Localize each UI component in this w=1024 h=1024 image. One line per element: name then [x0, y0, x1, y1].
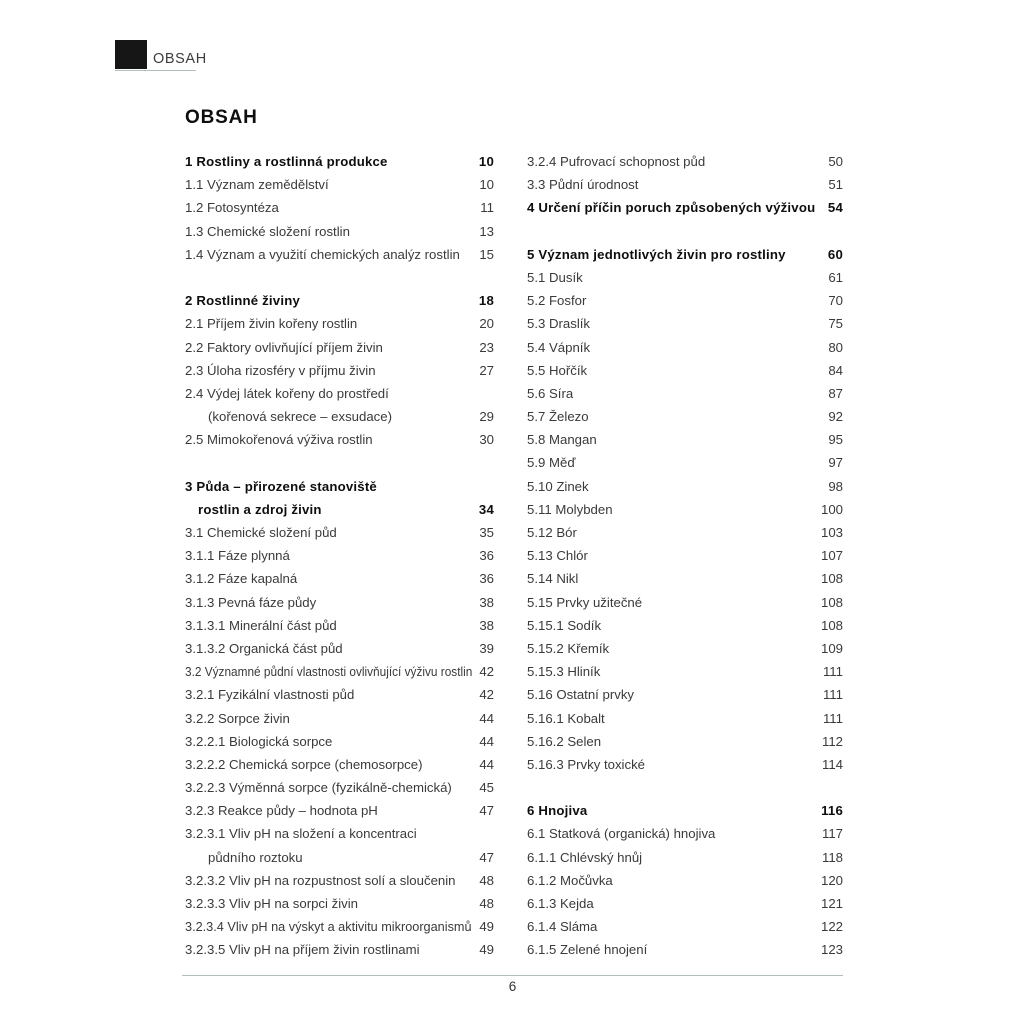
- toc-entry-page: 30: [479, 432, 494, 448]
- toc-entry-page: 45: [479, 780, 494, 796]
- toc-entry-label: 5.14 Nikl: [527, 571, 579, 587]
- toc-entry-page: 47: [479, 803, 494, 819]
- toc-entry-label: 5.8 Mangan: [527, 432, 597, 448]
- toc-entry: [527, 196, 843, 219]
- toc-entry: [527, 312, 843, 335]
- toc-entry-label: 5 Význam jednotlivých živin pro rostliny: [527, 246, 786, 262]
- toc-entry-page: 111: [822, 664, 843, 680]
- toc-entry-label: 5.1 Dusík: [527, 269, 583, 285]
- toc-entry-page: 48: [479, 872, 494, 888]
- toc-entry-page: 75: [828, 316, 843, 332]
- toc-entry-page: 123: [820, 942, 843, 958]
- toc-entry: [527, 475, 843, 498]
- toc-entry-page: 23: [479, 339, 494, 355]
- toc-entry-label: 2.2 Faktory ovlivňující příjem živin: [185, 339, 383, 355]
- toc-entry: [527, 359, 843, 382]
- toc-entry-page: 121: [820, 896, 843, 911]
- toc-entry: [527, 336, 843, 359]
- toc-entry-page: 54: [827, 200, 843, 216]
- toc-entry-page: 27: [479, 362, 494, 378]
- toc-entry-page: 80: [828, 339, 843, 355]
- toc-entry: [527, 938, 843, 961]
- toc-entry-label: 5.5 Hořčík: [527, 362, 588, 378]
- toc-entry-page: 100: [820, 501, 843, 517]
- toc-entry: [527, 266, 843, 289]
- toc-entry-label: 6.1.2 Močůvka: [527, 872, 613, 888]
- toc-entry-label: 5.13 Chlór: [527, 548, 588, 564]
- toc-entry-page: 50: [828, 154, 843, 169]
- toc-entry-page: 51: [828, 177, 843, 193]
- toc-entry: [185, 567, 494, 590]
- toc-entry-page: 36: [479, 548, 494, 564]
- toc-entry: [527, 289, 843, 312]
- toc-entry-label: 1.3 Chemické složení rostlin: [185, 223, 350, 239]
- toc-entry-page: 39: [479, 640, 494, 656]
- toc-entry-label: 4 Určení příčin poruch způsobených výživou: [527, 200, 816, 216]
- toc-entry: [527, 382, 843, 405]
- toc-entry-label: 3.1.3.1 Minerální část půd: [185, 617, 337, 633]
- toc-entry-label: 5.15.3 Hliník: [527, 664, 601, 680]
- toc-entry-page: 18: [478, 293, 494, 309]
- page-title: OBSAH: [185, 107, 258, 128]
- toc-entry: [527, 846, 843, 869]
- toc-entry-label: 5.15 Prvky užitečné: [527, 594, 643, 610]
- toc-entry: [185, 359, 494, 382]
- toc-entry-page: 10: [478, 154, 494, 169]
- toc-entry: [185, 776, 494, 799]
- toc-entry-label: 5.4 Vápník: [527, 339, 591, 355]
- toc-entry-label: 6.1 Statková (organická) hnojiva: [527, 826, 716, 842]
- toc-entry-page: 107: [820, 548, 843, 564]
- toc-entry-label: 3.1 Chemické složení půd: [185, 525, 337, 540]
- toc-entry-page: 44: [479, 756, 494, 772]
- toc-entry-label: 3.2.2.2 Chemická sorpce (chemosorpce): [185, 756, 423, 772]
- toc-entry: [185, 312, 494, 335]
- toc-entry-page: 114: [821, 756, 843, 772]
- toc-entry: [185, 707, 494, 730]
- toc-entry: [527, 683, 843, 706]
- toc-entry: [185, 336, 494, 359]
- toc-entry-page: 35: [479, 525, 494, 540]
- toc-entry-label: 6.1.1 Chlévský hnůj: [527, 849, 643, 865]
- toc-entry: [185, 869, 494, 892]
- toc-entry-label: 1.4 Význam a využití chemických analýz rostlin: [185, 246, 460, 262]
- toc-entry-page: 42: [479, 664, 494, 680]
- toc-entry: [527, 915, 843, 938]
- toc-entry-page: 87: [828, 385, 843, 401]
- toc-entry-page: 70: [828, 293, 843, 309]
- toc-entry: [527, 614, 843, 637]
- toc-entry-page: 47: [479, 849, 494, 865]
- toc-entry-page: 36: [479, 571, 494, 587]
- page-number: 6: [508, 979, 517, 994]
- toc-entry: [527, 822, 843, 845]
- toc-entry: [527, 498, 843, 521]
- toc-entry-page: 117: [821, 826, 843, 842]
- running-header-rule: [115, 70, 196, 71]
- toc-entry-page: 20: [479, 316, 494, 332]
- toc-entry: [185, 220, 494, 243]
- toc-entry: [185, 498, 494, 521]
- toc-entry: [185, 822, 494, 845]
- toc-entry-page: 108: [820, 594, 843, 610]
- toc-entry-label: 3.2.2 Sorpce živin: [185, 710, 290, 726]
- running-header-label: OBSAH: [153, 51, 207, 67]
- toc-entry-page: 120: [820, 872, 843, 888]
- toc-entry-label: 6.1.3 Kejda: [527, 896, 594, 911]
- toc-entry: [527, 753, 843, 776]
- toc-entry: [527, 591, 843, 614]
- toc-entry: [527, 150, 843, 173]
- toc-entry-page: 84: [828, 362, 843, 378]
- toc-entry-page: 42: [479, 687, 494, 703]
- toc-entry-label: 3.2.3.4 Vliv pH na výskyt a aktivitu mikroorganismů: [185, 919, 472, 935]
- toc-entry-label: 3 Půda – přirozené stanoviště: [185, 478, 377, 494]
- toc-entry-label: 5.10 Zinek: [527, 478, 589, 494]
- toc-entry-page: 111: [822, 710, 843, 726]
- toc-entry-label: 2.4 Výdej látek kořeny do prostředí: [185, 385, 389, 401]
- toc-entry: [185, 196, 494, 219]
- toc-entry-label: 3.2.3.2 Vliv pH na rozpustnost solí a sloučenin: [185, 872, 456, 888]
- toc-entry: [527, 405, 843, 428]
- toc-entry-label: 5.16.2 Selen: [527, 733, 602, 749]
- toc-entry-page: 29: [479, 409, 494, 425]
- toc-entry: [185, 938, 494, 961]
- toc-entry: [185, 683, 494, 706]
- toc-entry: [527, 544, 843, 567]
- toc-entry-label: 1 Rostliny a rostlinná produkce: [185, 154, 388, 169]
- toc-column-left: [185, 150, 494, 962]
- toc-entry-label: 5.16 Ostatní prvky: [527, 687, 635, 703]
- toc-entry: [185, 405, 494, 428]
- toc-entry-label: půdního roztoku: [208, 849, 303, 865]
- toc-entry: [527, 567, 843, 590]
- toc-entry-label: 3.2 Významné půdní vlastnosti ovlivňující výživu rostlin: [185, 664, 473, 680]
- toc-entry: [185, 544, 494, 567]
- toc-entry-page: 49: [479, 919, 494, 935]
- toc-entry-page: 34: [478, 501, 494, 517]
- toc-entry: [185, 892, 494, 915]
- toc-entry: [527, 451, 843, 474]
- toc-entry-label: 5.12 Bór: [527, 525, 577, 540]
- toc-entry: [185, 173, 494, 196]
- toc-entry-label: 6.1.4 Sláma: [527, 919, 598, 935]
- toc-entry-label: 3.1.3 Pevná fáze půdy: [185, 594, 317, 610]
- toc-entry-page: 95: [828, 432, 843, 448]
- toc-entry: [527, 799, 843, 822]
- toc-entry-page: 10: [479, 177, 494, 193]
- toc-entry-label: 3.1.3.2 Organická část půd: [185, 640, 343, 656]
- toc-entry-label: 5.9 Měď: [527, 455, 576, 471]
- toc-entry: [185, 614, 494, 637]
- toc-entry-label: 2.3 Úloha rizosféry v příjmu živin: [185, 362, 376, 378]
- toc-entry-label: 2 Rostlinné živiny: [185, 293, 300, 309]
- toc-entry-page: 108: [820, 617, 843, 633]
- toc-entry-label: 3.1.1 Fáze plynná: [185, 548, 290, 564]
- toc-entry-page: 44: [479, 710, 494, 726]
- toc-entry: [185, 637, 494, 660]
- toc-entry-page: 49: [479, 942, 494, 958]
- toc-entry-label: 3.2.3.1 Vliv pH na složení a koncentraci: [185, 826, 417, 842]
- toc-entry-page: 44: [479, 733, 494, 749]
- toc-entry-page: 98: [828, 478, 843, 494]
- toc-entry-label: 3.2.2.1 Biologická sorpce: [185, 733, 333, 749]
- toc-entry: [185, 382, 494, 405]
- toc-entry-page: 112: [821, 733, 843, 749]
- toc-entry: [185, 521, 494, 544]
- toc-entry-page: 103: [820, 525, 843, 540]
- toc-entry: [527, 869, 843, 892]
- toc-entry: [185, 591, 494, 614]
- toc-entry-label: 5.16.3 Prvky toxické: [527, 756, 646, 772]
- toc-entry: [185, 730, 494, 753]
- toc-entry-label: 3.3 Půdní úrodnost: [527, 177, 639, 193]
- toc-entry-page: 15: [479, 246, 494, 262]
- toc-entry: [527, 660, 843, 683]
- toc-entry-page: 13: [479, 223, 494, 239]
- toc-entry: [185, 150, 494, 173]
- toc-entry: [185, 846, 494, 869]
- toc-entry-label: 3.2.3.3 Vliv pH na sorpci živin: [185, 896, 358, 911]
- toc-entry: [527, 428, 843, 451]
- toc-entry-label: 5.11 Molybden: [527, 501, 613, 517]
- toc-entry-page: 108: [820, 571, 843, 587]
- toc-entry-page: 61: [828, 269, 843, 285]
- toc-entry-label: 3.2.2.3 Výměnná sorpce (fyzikálně-chemická): [185, 780, 452, 796]
- toc-entry: [185, 475, 494, 498]
- toc-entry: [185, 243, 494, 266]
- toc-entry-label: rostlin a zdroj živin: [198, 501, 322, 517]
- toc-entry-page: 118: [821, 849, 843, 865]
- toc-entry-label: 3.2.3.5 Vliv pH na příjem živin rostlinami: [185, 942, 420, 958]
- toc-entry-page: 122: [820, 919, 843, 935]
- toc-entry-page: 60: [827, 246, 843, 262]
- toc-entry-label: 5.3 Draslík: [527, 316, 591, 332]
- toc-entry: [185, 799, 494, 822]
- toc-entry-page: 116: [821, 803, 843, 819]
- toc-entry-label: 3.1.2 Fáze kapalná: [185, 571, 298, 587]
- toc-entry-label: 2.5 Mimokořenová výživa rostlin: [185, 432, 373, 448]
- toc-entry-label: 3.2.3 Reakce půdy – hodnota pH: [185, 803, 378, 819]
- toc-entry: [527, 730, 843, 753]
- toc-entry-label: 5.15.1 Sodík: [527, 617, 602, 633]
- toc-entry-label: 6 Hnojiva: [527, 803, 588, 819]
- toc-entry: [185, 753, 494, 776]
- toc-entry-label: 3.2.4 Pufrovací schopnost půd: [527, 154, 706, 169]
- toc-entry-page: 38: [479, 617, 494, 633]
- toc-entry: [527, 173, 843, 196]
- toc-entry-page: 92: [828, 409, 843, 425]
- toc-entry-page: 38: [479, 594, 494, 610]
- toc-entry-label: 2.1 Příjem živin kořeny rostlin: [185, 316, 358, 332]
- toc-entry-label: 5.7 Železo: [527, 409, 589, 425]
- toc-entry-page: 109: [820, 640, 843, 656]
- toc-entry: [527, 637, 843, 660]
- toc-entry-label: 1.2 Fotosyntéza: [185, 200, 279, 216]
- toc-entry: [185, 428, 494, 451]
- toc-column-right: [527, 150, 843, 962]
- toc-entry: [185, 289, 494, 312]
- toc-entry-page: 48: [479, 896, 494, 911]
- toc-entry: [527, 892, 843, 915]
- toc-entry: [185, 660, 494, 683]
- toc-entry: [527, 243, 843, 266]
- toc-entry-label: 5.16.1 Kobalt: [527, 710, 605, 726]
- toc-entry-page: 111: [822, 687, 843, 703]
- toc-entry-page: 11: [480, 200, 494, 216]
- toc-entry-page: 97: [828, 455, 843, 471]
- toc-entry-label: 5.15.2 Křemík: [527, 640, 610, 656]
- toc-entry: [185, 915, 494, 938]
- running-header: [115, 40, 225, 72]
- footer-rule: [182, 975, 843, 976]
- toc-entry: [527, 521, 843, 544]
- toc-entry-label: (kořenová sekrece – exsudace): [208, 409, 392, 425]
- toc-entry-label: 1.1 Význam zemědělství: [185, 177, 329, 193]
- toc-entry-label: 6.1.5 Zelené hnojení: [527, 942, 648, 958]
- toc-entry-label: 5.6 Síra: [527, 385, 574, 401]
- toc-entry-label: 5.2 Fosfor: [527, 293, 587, 309]
- toc-entry-label: 3.2.1 Fyzikální vlastnosti půd: [185, 687, 355, 703]
- toc-entry: [527, 707, 843, 730]
- chapter-marker-square: [115, 40, 147, 69]
